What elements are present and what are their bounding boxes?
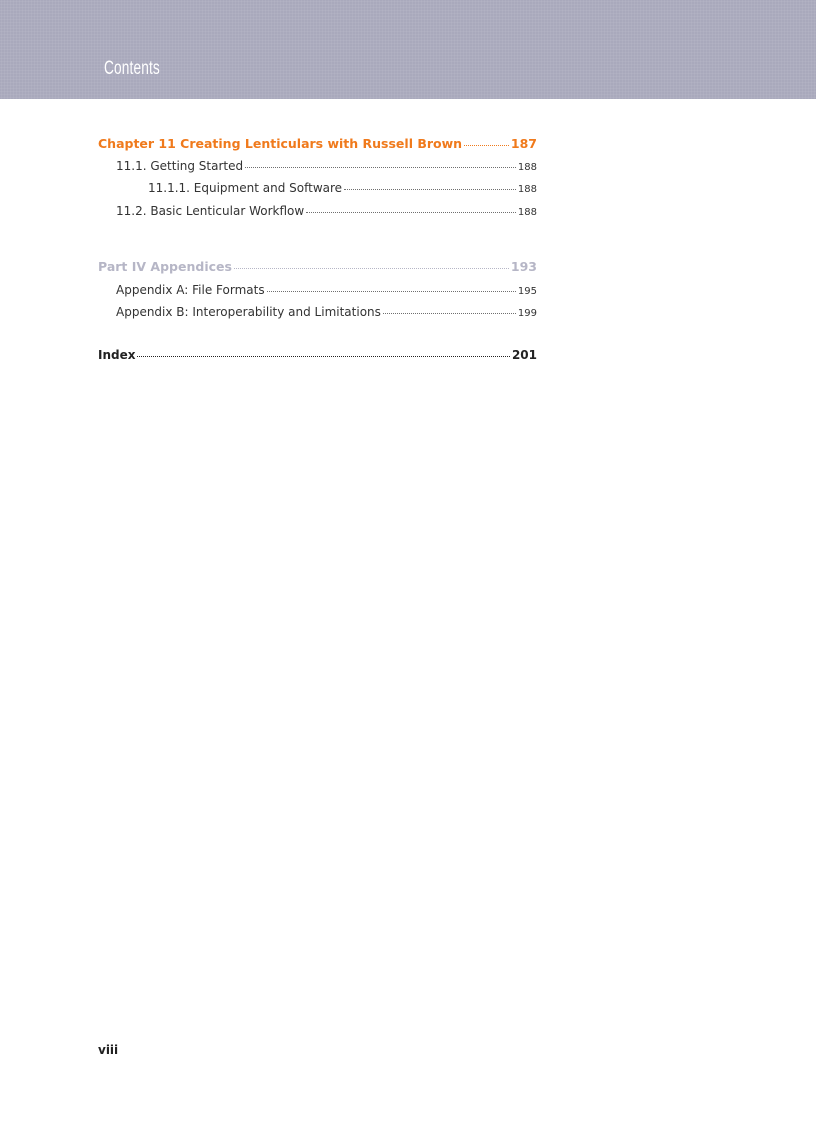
toc-entry-page: 195 xyxy=(517,286,537,297)
toc-leader-dots xyxy=(137,356,509,357)
toc-entry-page: 199 xyxy=(517,308,537,319)
toc-entry-label: 11.2. Basic Lenticular Workflow xyxy=(116,204,305,218)
toc-index[interactable] xyxy=(98,348,537,362)
toc-index-label: Index xyxy=(98,348,136,362)
toc-entry-label: 11.1. Getting Started xyxy=(116,159,244,173)
page-header-title: Contents xyxy=(104,58,160,79)
toc-entry-page: 188 xyxy=(517,162,537,173)
toc-leader-dots xyxy=(464,145,509,146)
toc-entry-label: Appendix A: File Formats xyxy=(116,283,265,297)
footer-page-number: viii xyxy=(98,1043,119,1057)
toc-index-page: 201 xyxy=(511,348,537,362)
toc-leader-dots xyxy=(344,189,516,190)
page-header-band xyxy=(0,0,816,99)
toc-leader-dots xyxy=(234,268,509,269)
toc-leader-dots xyxy=(267,291,516,292)
toc-entry-page: 188 xyxy=(517,184,537,195)
toc-part-page: 193 xyxy=(510,259,537,274)
toc-part-label: Part IV Appendices xyxy=(98,259,232,274)
toc-entry-appendix-b[interactable] xyxy=(116,305,537,319)
toc-entry-11-1-1[interactable] xyxy=(148,181,537,195)
toc-leader-dots xyxy=(245,167,516,168)
toc-leader-dots xyxy=(383,313,516,314)
toc-chapter-11[interactable] xyxy=(98,136,537,151)
toc-entry-label: 11.1.1. Equipment and Software xyxy=(148,181,343,195)
toc-leader-dots xyxy=(306,212,516,213)
toc-entry-page: 188 xyxy=(517,207,537,218)
toc-entry-11-2[interactable] xyxy=(116,204,537,218)
toc-part-iv[interactable] xyxy=(98,259,537,274)
toc-entry-11-1[interactable] xyxy=(116,159,537,173)
toc-chapter-page: 187 xyxy=(510,136,537,151)
toc-chapter-label: Chapter 11 Creating Lenticulars with Russell Brown xyxy=(98,136,463,151)
toc-entry-appendix-a[interactable] xyxy=(116,283,537,297)
toc-entry-label: Appendix B: Interoperability and Limitations xyxy=(116,305,381,319)
